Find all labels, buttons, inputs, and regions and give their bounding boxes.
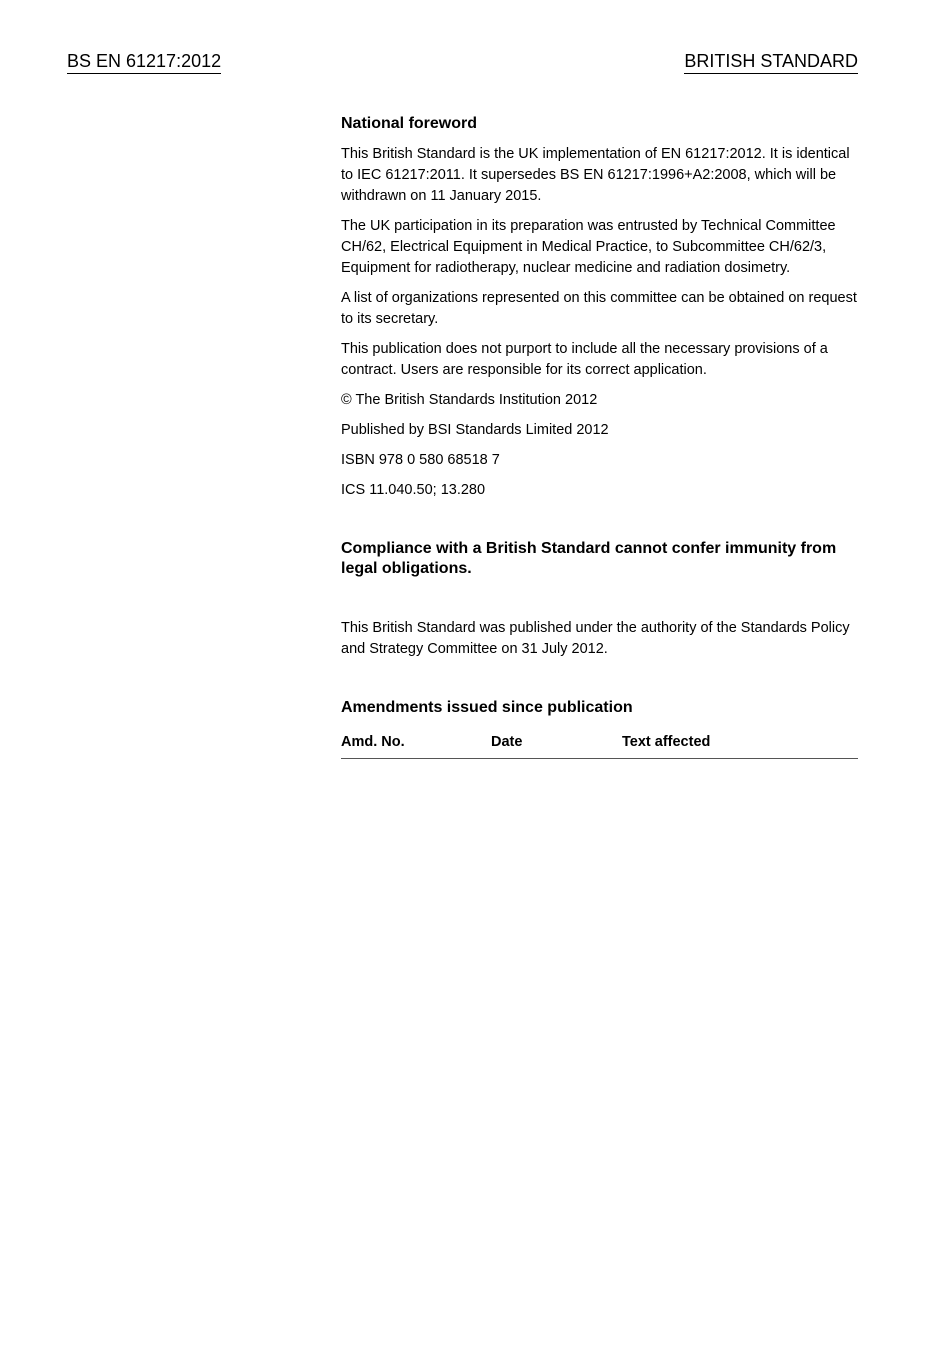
column-date: Date — [491, 734, 523, 750]
document-code: BS EN 61217:2012 — [67, 50, 221, 74]
foreword-paragraph-3: A list of organizations represented on this committee can be obtained on request to its secretary. — [341, 290, 857, 327]
standard-type: BRITISH STANDARD — [684, 50, 858, 74]
amendments-title: Amendments issued since publication — [341, 699, 633, 716]
foreword-paragraph-2: The UK participation in its preparation was entrusted by Technical Committee CH/62, Electrical Equipment in Medical Practice, to Subcommittee CH/62/3, Equipment for radiotherapy, nuclear medicine and radiation dosimetry. — [341, 218, 836, 276]
isbn-line: ISBN 978 0 580 68518 7 — [341, 452, 500, 468]
copyright-line: © The British Standards Institution 2012 — [341, 392, 598, 408]
column-text-affected: Text affected — [622, 734, 711, 750]
ics-line: ICS 11.040.50; 13.280 — [341, 482, 486, 498]
column-amd-no: Amd. No. — [341, 734, 405, 750]
foreword-paragraph-1: This British Standard is the UK implementation of EN 61217:2012. It is identical to IEC 61217:2011. It supersedes BS EN 61217:1996+A2:2008, which will be withdrawn on 11 January 2015. — [341, 146, 850, 204]
authority-statement: This British Standard was published under the authority of the Standards Policy and Strategy Committee on 31 July 2012. — [341, 620, 850, 657]
national-foreword-section — [341, 114, 858, 759]
amendments-table-header — [341, 734, 858, 759]
foreword-title: National foreword — [341, 115, 478, 132]
foreword-paragraph-4: This publication does not purport to include all the necessary provisions of a contract. Users are responsible for its correct application. — [341, 341, 828, 378]
publisher-line: Published by BSI Standards Limited 2012 — [341, 422, 609, 438]
compliance-notice: Compliance with a British Standard cannot confer immunity from legal obligations. — [341, 540, 837, 577]
